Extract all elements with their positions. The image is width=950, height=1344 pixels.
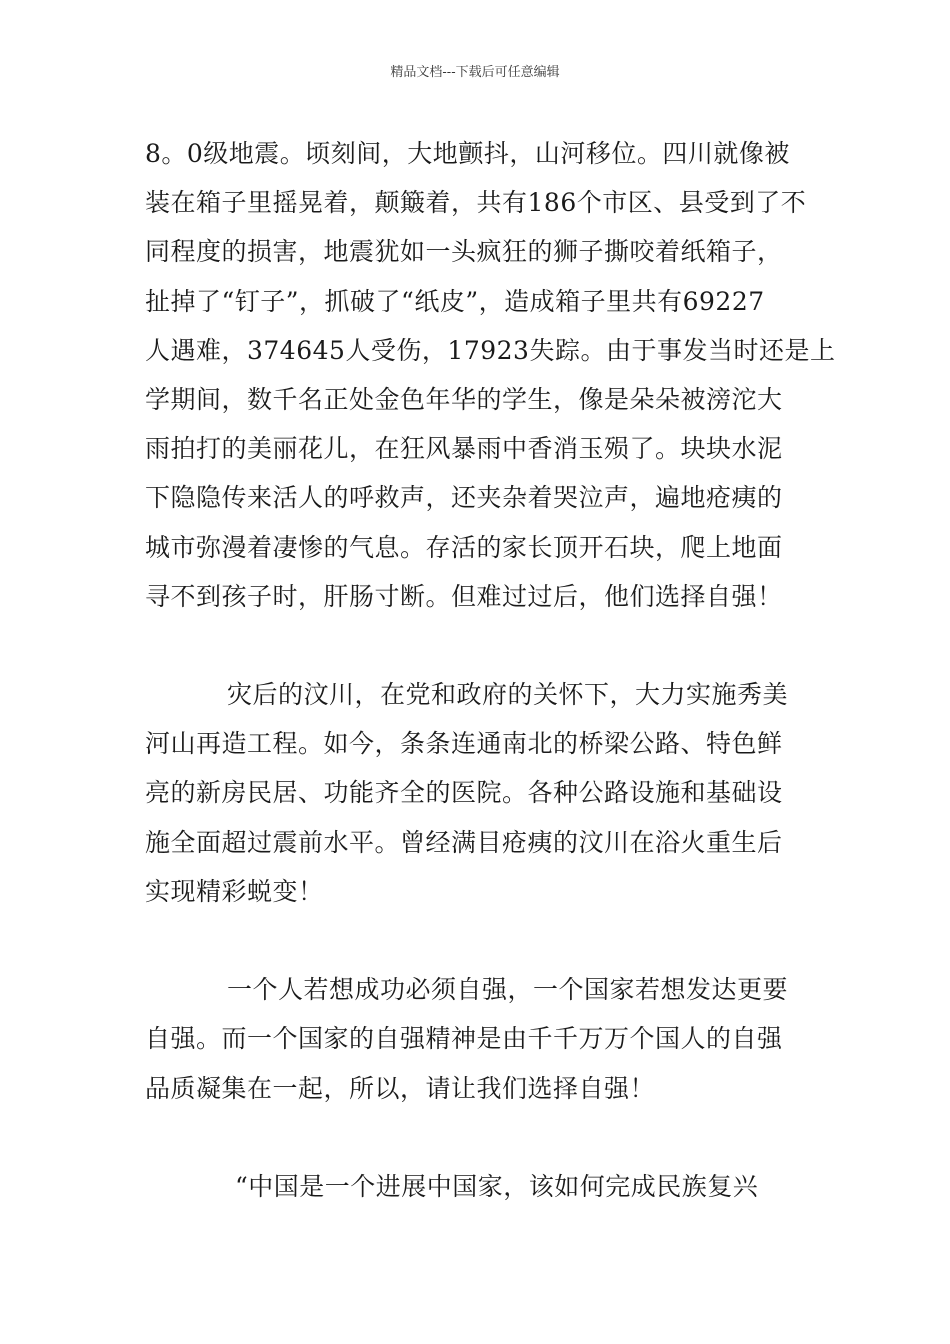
paragraph-spacer: [145, 1113, 810, 1162]
text-line: 扯掉了“钉子”，抓破了“纸皮”，造成箱子里共有69227: [145, 286, 765, 316]
text-line: 实现精彩蜕变！: [145, 876, 324, 906]
text-line: “中国是一个进展中国家，该如何完成民族复兴: [235, 1171, 759, 1201]
text-line: 学期间，数千名正处金色年华的学生，像是朵朵被滂沱大: [145, 384, 783, 414]
text-line: 下隐隐传来活人的呼救声，还夹杂着哭泣声，遍地疮痍的: [145, 483, 783, 513]
text-line: 雨拍打的美丽花儿，在狂风暴雨中香消玉殒了。块块水泥: [145, 434, 783, 464]
text-line: 品质凝集在一起，所以，请让我们选择自强！: [145, 1073, 656, 1103]
paragraph-reconstruction: [145, 670, 810, 916]
text-line: 同程度的损害，地震犹如一头疯狂的狮子撕咬着纸箱子，: [145, 237, 783, 267]
paragraph-china-quote: [145, 1162, 810, 1211]
text-line: 城市弥漫着凄惨的气息。存活的家长顶开石块，爬上地面: [145, 532, 783, 562]
paragraph-spacer: [145, 916, 810, 965]
text-line: 人遇难，374645人受伤，17923失踪。由于事发当时还是上: [145, 335, 836, 365]
text-line: 亮的新房民居、功能齐全的医院。各种公路设施和基础设: [145, 778, 783, 808]
text-line: 寻不到孩子时，肝肠寸断。但难过过后，他们选择自强！: [145, 581, 783, 611]
document-header: 精品文档---下载后可任意编辑: [390, 65, 560, 80]
text-line: 装在箱子里摇晃着，颠簸着，共有186个市区、县受到了不: [145, 188, 807, 218]
text-line: 自强。而一个国家的自强精神是由千千万万个国人的自强: [145, 1024, 783, 1054]
document-body: [145, 129, 836, 1211]
text-line: 灾后的汶川，在党和政府的关怀下，大力实施秀美: [227, 680, 789, 710]
text-line: 河山再造工程。如今，条条连通南北的桥梁公路、特色鲜: [145, 729, 783, 759]
paragraph-self-reliance: [145, 965, 810, 1113]
text-line: 8。0级地震。顷刻间，大地颤抖，山河移位。四川就像被: [145, 139, 790, 168]
text-line: 施全面超过震前水平。曾经满目疮痍的汶川在浴火重生后: [145, 827, 783, 857]
paragraph-earthquake: [145, 129, 836, 621]
text-line: 一个人若想成功必须自强，一个国家若想发达更要: [227, 975, 789, 1005]
paragraph-spacer: [145, 621, 810, 670]
